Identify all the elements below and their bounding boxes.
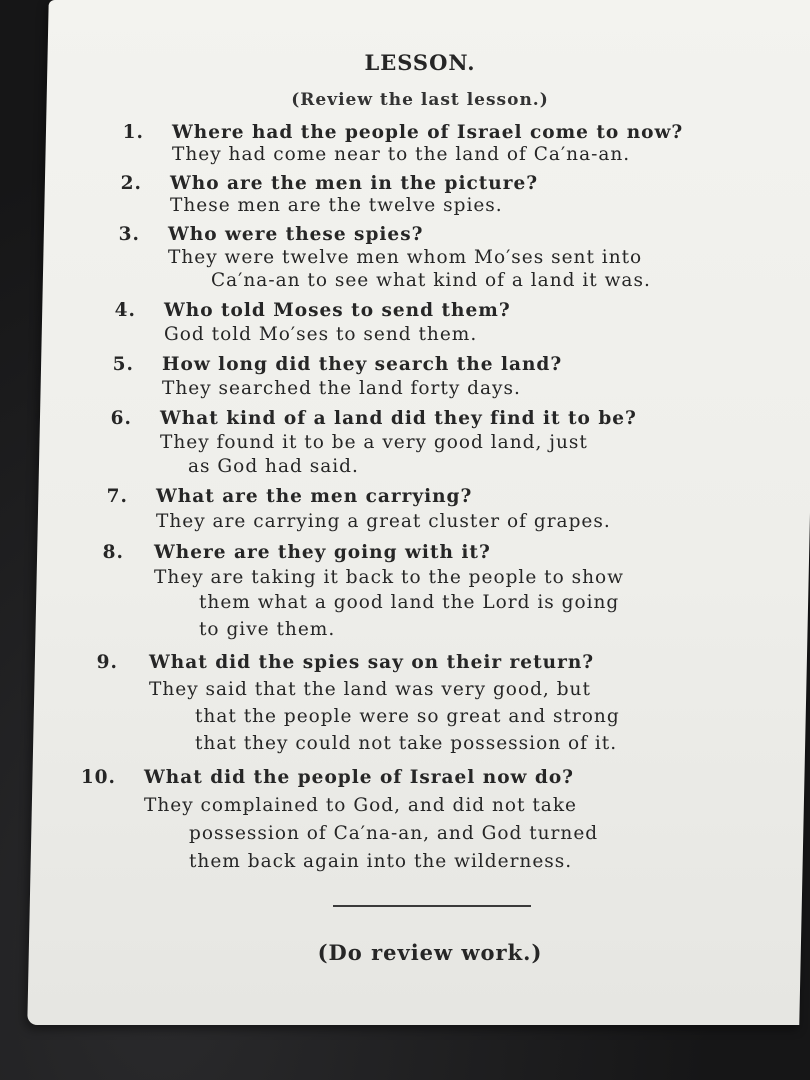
- item-question: Where had the people of Israel come to now?: [172, 122, 684, 143]
- lesson-footer: (Do review work.): [317, 940, 543, 965]
- item-question: Who were these spies?: [168, 224, 424, 245]
- item-answer-line: God told Mo′ses to send them.: [164, 324, 478, 345]
- item-answer-line: that the people were so great and strong: [195, 706, 620, 727]
- lesson-title: LESSON.: [364, 50, 476, 75]
- item-answer-line: These men are the twelve spies.: [170, 195, 503, 216]
- item-number: 10.: [80, 767, 116, 788]
- item-answer-line: them what a good land the Lord is going: [199, 592, 620, 613]
- item-answer-line: They are carrying a great cluster of grapes.: [156, 511, 611, 532]
- item-number: 4.: [114, 300, 136, 321]
- item-question: What are the men carrying?: [156, 486, 473, 507]
- item-number: 2.: [120, 173, 142, 194]
- lesson-subtitle: (Review the last lesson.): [291, 90, 549, 110]
- item-answer-line: They had come near to the land of Ca′na-an.: [172, 144, 631, 165]
- item-answer-line: They were twelve men whom Mo′ses sent into: [168, 247, 643, 268]
- item-number: 1.: [122, 122, 144, 143]
- item-number: 8.: [102, 542, 124, 563]
- item-answer-line: as God had said.: [188, 456, 359, 477]
- item-answer-line: Ca′na-an to see what kind of a land it was.: [211, 270, 651, 291]
- item-answer-line: them back again into the wilderness.: [189, 851, 573, 872]
- item-answer-line: to give them.: [199, 619, 336, 640]
- item-question: Who told Moses to send them?: [164, 300, 511, 321]
- item-answer-line: They said that the land was very good, but: [149, 679, 591, 700]
- item-number: 6.: [110, 408, 132, 429]
- item-question: What did the people of Israel now do?: [144, 767, 575, 788]
- item-number: 5.: [112, 354, 134, 375]
- item-answer-line: that they could not take possession of it.: [195, 733, 618, 754]
- item-answer-line: They are taking it back to the people to show: [154, 567, 625, 588]
- item-answer-line: They complained to God, and did not take: [144, 795, 577, 816]
- section-divider: [333, 905, 531, 907]
- item-number: 3.: [118, 224, 140, 245]
- item-question: Where are they going with it?: [154, 542, 491, 563]
- item-question: What did the spies say on their return?: [149, 652, 595, 673]
- item-number: 7.: [106, 486, 128, 507]
- item-question: What kind of a land did they find it to be?: [160, 408, 637, 429]
- item-number: 9.: [96, 652, 118, 673]
- item-answer-line: They found it to be a very good land, just: [160, 432, 588, 453]
- item-answer-line: They searched the land forty days.: [162, 378, 521, 399]
- item-question: Who are the men in the picture?: [170, 173, 539, 194]
- item-answer-line: possession of Ca′na-an, and God turned: [189, 823, 599, 844]
- item-question: How long did they search the land?: [162, 354, 563, 375]
